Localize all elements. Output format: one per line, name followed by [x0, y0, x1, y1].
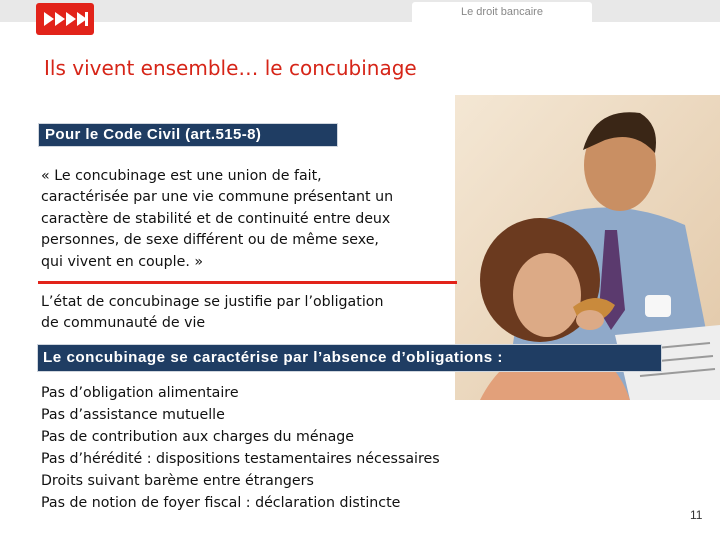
fast-forward-logo-icon: [36, 3, 94, 35]
definition-quote: [41, 166, 461, 273]
quote-line: « Le concubinage est une union de fait,: [41, 168, 322, 184]
quote-line: caractérisée par une vie commune présentant un: [41, 189, 394, 206]
justification-text: [41, 292, 461, 335]
slide-title: Ils vivent ensemble… le concubinage: [44, 56, 417, 80]
list-item: Droits suivant barème entre étrangers: [41, 473, 314, 489]
justification-line: L’état de concubinage se justifie par l’obligation: [41, 294, 384, 310]
red-divider: [38, 281, 457, 284]
absence-obligations-label: Le concubinage se caractérise par l’absence d’obligations :: [37, 344, 662, 372]
list-item: Pas d’assistance mutuelle: [41, 407, 225, 423]
header-tab: Le droit bancaire: [412, 2, 592, 22]
top-bar: [0, 0, 720, 22]
page-number: 11: [690, 508, 703, 522]
justification-line: de communauté de vie: [41, 315, 206, 332]
civil-code-label: Pour le Code Civil (art.515-8): [38, 123, 338, 147]
quote-line: qui vivent en couple. »: [41, 253, 204, 270]
absence-list: [41, 382, 541, 514]
quote-line: personnes, de sexe différent ou de même sexe,: [41, 232, 379, 249]
quote-line: caractère de stabilité et de continuité entre deux: [41, 210, 391, 227]
list-item: Pas de notion de foyer fiscal : déclaration distincte: [41, 495, 401, 511]
list-item: Pas d’obligation alimentaire: [41, 385, 239, 401]
list-item: Pas de contribution aux charges du ménage: [41, 429, 355, 445]
list-item: Pas d’hérédité : dispositions testamentaires nécessaires: [41, 451, 440, 467]
